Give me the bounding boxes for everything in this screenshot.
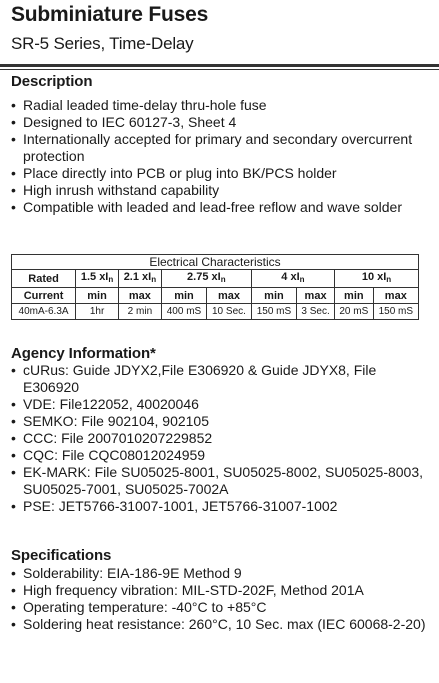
list-item: • CCC: File 2007010207229852 (11, 430, 213, 446)
list-item: • Internationally accepted for primary and secondary overcurrent protection (11, 131, 413, 164)
list-item: • cURus: Guide JDYX2,File E306920 & Guide JDYX8, File E306920 (11, 362, 377, 395)
list-item: • Radial leaded time-delay thru-hole fuse (11, 97, 267, 113)
agency-list (11, 362, 431, 515)
bullet-icon: • (11, 599, 16, 615)
bullet-icon: • (11, 131, 16, 147)
minmax-header: min (161, 288, 206, 304)
minmax-header: min (335, 288, 374, 304)
list-item: • Solderability: EIA-186-9E Method 9 (11, 565, 242, 581)
current-label: Current (12, 288, 76, 304)
table-cell: 3 Sec. (297, 304, 335, 320)
minmax-header: min (76, 288, 119, 304)
bullet-icon: • (11, 182, 16, 198)
bullet-icon: • (11, 114, 16, 130)
list-item: • Place directly into PCB or plug into BK/PCS holder (11, 165, 337, 181)
table-cell: 1hr (76, 304, 119, 320)
list-item: • High frequency vibration: MIL-STD-202F, Method 201A (11, 582, 364, 598)
list-item: • VDE: File122052, 40020046 (11, 396, 199, 412)
table-cell: 40mA-6.3A (12, 304, 76, 320)
bullet-icon: • (11, 464, 16, 480)
table-cell: 10 Sec. (207, 304, 252, 320)
multiple-header: 10 $xI_n$ (335, 270, 419, 288)
list-item: • Compatible with leaded and lead-free reflow and wave solder (11, 199, 402, 215)
list-item: • CQC: File CQC08012024959 (11, 447, 206, 463)
page-subtitle: SR-5 Series, Time-Delay (11, 34, 194, 53)
bullet-icon: • (11, 565, 16, 581)
list-item: • EK-MARK: File SU05025-8001, SU05025-8002, SU05025-8003, SU05025-7001, SU05025-7002A (11, 464, 424, 497)
list-item: • Operating temperature: -40°C to +85°C (11, 599, 267, 615)
page-title: Subminiature Fuses (11, 3, 209, 26)
list-item: • PSE: JET5766-31007-1001, JET5766-31007-1002 (11, 498, 338, 514)
bullet-icon: • (11, 165, 16, 181)
minmax-header: max (207, 288, 252, 304)
description-list (11, 97, 431, 216)
multiple-header: 1.5 $xI_n$ (76, 270, 119, 288)
specifications-heading: Specifications (11, 547, 112, 564)
list-item: • High inrush withstand capability (11, 182, 220, 198)
minmax-header: min (251, 288, 296, 304)
list-item: • SEMKO: File 902104, 902105 (11, 413, 210, 429)
description-heading: Description (11, 73, 93, 90)
specifications-list (11, 565, 431, 633)
bullet-icon: • (11, 199, 16, 215)
bullet-icon: • (11, 97, 16, 113)
rated-label: Rated (12, 270, 76, 288)
bullet-icon: • (11, 413, 16, 429)
multiple-header: 2.1 $xI_n$ (118, 270, 161, 288)
minmax-header: max (297, 288, 335, 304)
table-cell: 2 min (118, 304, 161, 320)
bullet-icon: • (11, 616, 16, 632)
bullet-icon: • (11, 498, 16, 514)
bullet-icon: • (11, 362, 16, 378)
list-item: • Designed to IEC 60127-3, Sheet 4 (11, 114, 237, 130)
list-item: • Soldering heat resistance: 260°C, 10 Sec. max (IEC 60068-2-20) (11, 616, 426, 632)
table-row (12, 304, 419, 320)
electrical-characteristics-table (11, 254, 419, 320)
agency-heading: Agency Information* (11, 345, 156, 362)
bullet-icon: • (11, 447, 16, 463)
table-cell: 20 mS (335, 304, 374, 320)
header-rule-thin (0, 69, 439, 70)
multiple-header: 2.75 $xI_n$ (161, 270, 251, 288)
table-caption: Electrical Characteristics (12, 255, 419, 270)
bullet-icon: • (11, 582, 16, 598)
header-rule-thick (0, 64, 439, 67)
table-cell: 400 mS (161, 304, 206, 320)
multiple-header: 4 $xI_n$ (251, 270, 334, 288)
bullet-icon: • (11, 396, 16, 412)
minmax-header: max (118, 288, 161, 304)
minmax-header: max (373, 288, 418, 304)
bullet-icon: • (11, 430, 16, 446)
table-cell: 150 mS (373, 304, 418, 320)
table-cell: 150 mS (251, 304, 296, 320)
